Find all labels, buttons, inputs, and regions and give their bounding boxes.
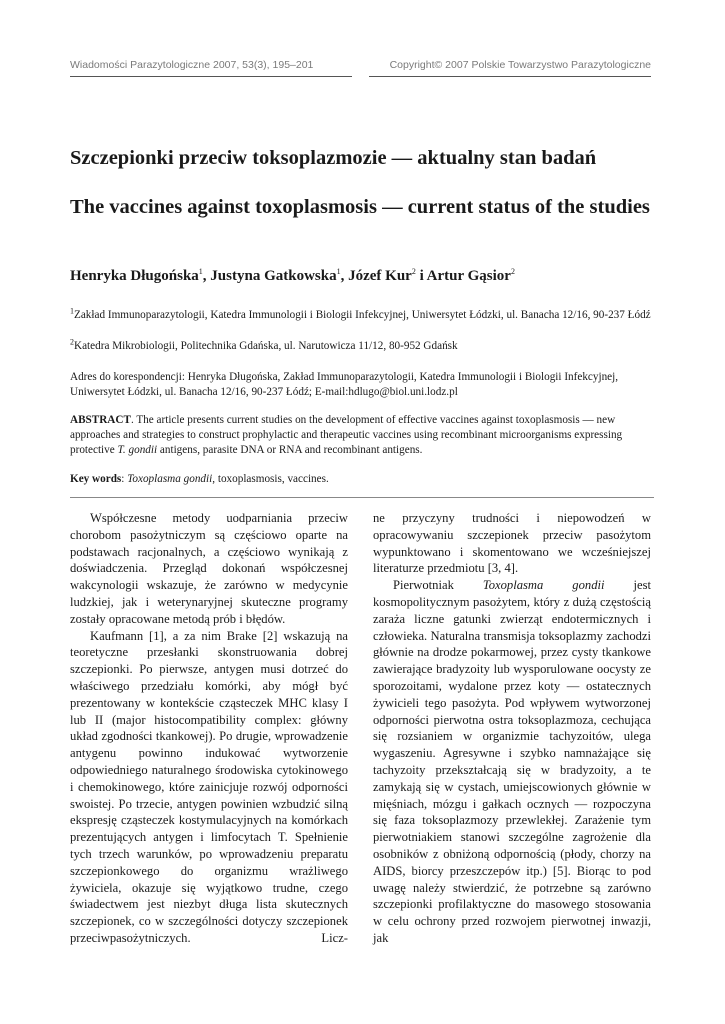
body-paragraph-continued: ne przyczyny trudności i niepowodzeń w opracowywaniu szczepionek przeciw pasożytom wypunktowano i skomentowano we wcześniejszej literaturze przedmiotu [3, 4].: [373, 511, 651, 576]
abstract-species: T. gondii: [117, 444, 158, 456]
body-paragraph: Współczesne metody uodparniania przeciw chorobom pasożytniczym są częściowo oparte na podstawach racjonalnych, a częściowo wynikają z doświadczenia. Przegląd dokonań współczesnej wakcynologii wskazuje, że zarówno w medycynie ludzkiej, jak i weterynaryjnej skuteczne programy zostały opracowane metodą prób i błędów.: [70, 511, 348, 626]
author-name: Justyna Gatkowska: [210, 268, 337, 284]
author-affiliation-mark: 2: [510, 267, 515, 276]
header-rule-right: [369, 76, 651, 77]
affiliation-1: [70, 308, 655, 323]
affiliation-number: 2: [70, 337, 74, 347]
author-name: Artur Gąsior: [426, 268, 511, 284]
title-english: The vaccines against toxoplasmosis — current status of the studies: [70, 196, 650, 218]
body-paragraph: [373, 577, 651, 947]
author-name: Henryka Długońska: [70, 268, 199, 284]
author-name: Józef Kur: [348, 268, 412, 284]
paragraph-text: Pierwotniak: [393, 578, 483, 593]
author-separator: ,: [340, 268, 349, 284]
body-column-left: [70, 510, 348, 947]
body-column-right: [373, 510, 651, 947]
abstract-text: . The article presents current studies on the development of effective vaccines against toxoplasmosis — new approaches and strategies to construct prophylactic and therapeutic vaccines using recombinant microorganisms expressing protective: [70, 414, 623, 456]
species-name: Toxoplasma gondii: [482, 578, 605, 593]
paragraph-text: jest kosmopolitycznym pasożytem, który z dużą częstością zaraża liczne gatunki zwierząt endotermicznych i człowieka. Naturalna transmisja toksoplazmy zachodzi głównie na drodze pokarmowej, przez cysty tkankowe zawierające bradyzoity lub wysporulowane oocysty ze sporozoitami, wydalone przez koty — ostatecznych żywicieli tego pasożyta. Pod wpływem wytworzonej odporności pierwotna ostra toksoplazmoza, cechująca się rozsianiem w organizmie tachyzoitów, ulega wygaszeniu. Agresywne i szybko namnażające się tachyzoity przekształcają się w bradyzoity, a te zamykają się w cystach, umiejscowionych głównie w mięśniach, mózgu i gałkach ocznych — rozpoczyna się faza toksoplazmozy przewlekłej. Zarażenie tym pierwotniakiem stanowi szczególne zagrożenie dla osobników z obniżoną odpornością (płody, chorzy na AIDS, biorcy przeszczepów itp.) [5]. Biorąc to pod uwagę należy stwierdzić, że potrzebne są zarówno szczepionki profilaktyczne do masowego stosowania w celu ochrony przed rozwojem pierwotnej inwazji, jak: [373, 578, 651, 945]
author-separator: i: [415, 268, 427, 284]
affiliation-text: Katedra Mikrobiologii, Politechnika Gdańska, ul. Narutowicza 11/12, 80-952 Gdańsk: [74, 340, 458, 352]
keywords-label: Key words: [70, 473, 122, 485]
abstract-text-end: antigens, parasite DNA or RNA and recombinant antigens.: [157, 444, 423, 456]
copyright-notice: Copyright© 2007 Polskie Towarzystwo Parazytologiczne: [389, 59, 651, 71]
author-affiliation-mark: 1: [198, 267, 203, 276]
keyword-species: Toxoplasma gondii: [127, 473, 213, 485]
keywords: [70, 472, 655, 487]
affiliation-2: [70, 339, 655, 354]
keywords-colon: :: [121, 473, 128, 485]
author-affiliation-mark: 2: [411, 267, 416, 276]
author-list: [70, 266, 660, 286]
header-rule-left: [70, 76, 352, 77]
correspondence-address: Adres do korespondencji: Henryka Długońska, Zakład Immunoparazytologii, Katedra Immunologii i Biologii Infekcyjnej, Uniwersytet Łódzki, ul. Banacha 12/16, 90-237 Łódź; E-mail:hdlugo@biol.uni.lodz.pl: [70, 371, 619, 398]
journal-citation: Wiadomości Parazytologiczne 2007, 53(3), 195–201: [70, 59, 314, 71]
keywords-rest: , toxoplasmosis, vaccines.: [212, 473, 329, 485]
running-header: [70, 59, 651, 71]
affiliation-number: 1: [70, 306, 74, 316]
body-paragraph: Kaufmann [1], a za nim Brake [2] wskazują na teoretyczne przesłanki skonstruowania dobrej szczepionki. Po pierwsze, antygen musi dotrzeć do właściwego przedziału komórki, aby mógł być prezentowany w kontekście cząsteczek MHC klasy I lub II (major histocompatibility complex: główny układ zgodności tkankowej). Po drugie, wprowadzenie antygenu powinno indukować wytworzenie odpowiedniego naturalnego środowiska cytokinowego i chemokinowego, które zainicjuje rozwój odporności swoistej. Po trzecie, antygen powinien wzbudzić silną ekspresję cząsteczek kostymulacyjnych na komórkach prezentujących antygen i limfocytach T. Spełnienie tych trzech warunków, po wprowadzeniu preparatu szczepionkowego do organizmu wrażliwego żywiciela, okazuje się wyjątkowo trudne, czego świadectwem jest niezbyt długa lista skutecznych szczepionek, co w szczególności dotyczy szczepionek przeciwpasożytniczych. Licz-: [70, 628, 348, 945]
author-separator: ,: [202, 268, 211, 284]
abstract: [70, 413, 655, 458]
abstract-label: ABSTRACT: [70, 414, 131, 426]
keywords-divider: [70, 497, 654, 498]
title-polish: Szczepionki przeciw toksoplazmozie — aktualny stan badań: [70, 147, 597, 169]
author-affiliation-mark: 1: [336, 267, 341, 276]
affiliation-text: Zakład Immunoparazytologii, Katedra Immunologii i Biologii Infekcyjnej, Uniwersytet Łódzki, ul. Banacha 12/16, 90-237 Łódź: [74, 309, 651, 321]
